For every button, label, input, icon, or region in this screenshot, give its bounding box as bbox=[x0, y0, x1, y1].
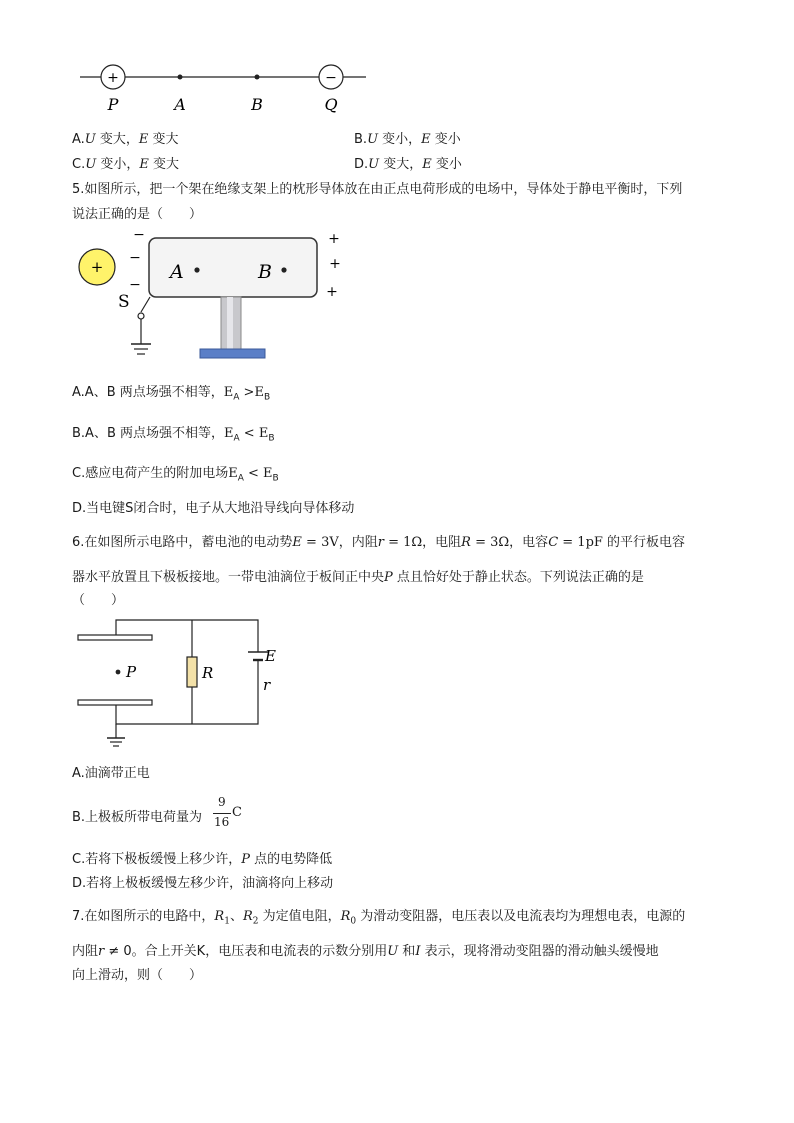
var-r0: R bbox=[340, 909, 351, 924]
induced-plus-2: + bbox=[329, 256, 341, 272]
plus-sign: + bbox=[107, 70, 119, 86]
value-emf: = 3V，内阻 bbox=[301, 535, 378, 550]
text: 6.在如图所示电路中，蓄电池的电动势 bbox=[72, 535, 293, 550]
resistor-label: R bbox=[202, 664, 214, 682]
point-b-label: B bbox=[258, 261, 272, 283]
math-e: E bbox=[228, 466, 238, 481]
separator: 、 bbox=[229, 909, 243, 924]
q6-option-c[interactable] bbox=[72, 848, 332, 867]
q7-stem-line1 bbox=[72, 905, 685, 927]
u-change: 变小， bbox=[378, 132, 422, 147]
text: 表示，现将滑动变阻器的滑动触头缓慢地 bbox=[420, 944, 659, 959]
q5-option-d[interactable]: D.当电键S闭合时，电子从大地沿导线向导体移动 bbox=[72, 501, 355, 516]
q6-option-a[interactable]: A.油滴带正电 bbox=[72, 766, 150, 781]
text: ≠ 0。合上开关K，电压表和电流表的示数分别用 bbox=[104, 944, 388, 959]
sub-a: A bbox=[233, 392, 240, 403]
sub-a: A bbox=[233, 433, 240, 444]
lower-plate bbox=[78, 700, 152, 705]
var-e: E bbox=[138, 132, 149, 147]
q7-stem-line2 bbox=[72, 940, 659, 959]
sub-0: 0 bbox=[350, 916, 357, 927]
q5-stem-line2: 说法正确的是（ ） bbox=[72, 207, 203, 222]
var-u: U bbox=[387, 944, 399, 959]
upper-plate bbox=[78, 635, 152, 640]
var-resistor: R bbox=[461, 535, 471, 550]
var-r1: R bbox=[214, 909, 225, 924]
var-e: E bbox=[421, 132, 431, 147]
option-text: B.A、B 两点场强不相等， bbox=[72, 426, 224, 441]
option-letter: A. bbox=[72, 132, 85, 147]
induced-minus-3: − bbox=[129, 277, 141, 293]
option-letter: B. bbox=[354, 132, 368, 147]
option-text: C.若将下极板缓慢上移少许， bbox=[72, 852, 242, 867]
sub-a: A bbox=[237, 473, 244, 484]
relation: >E bbox=[239, 385, 264, 400]
fraction-numerator: 9 bbox=[218, 795, 226, 809]
option-text: C.感应电荷产生的附加电场 bbox=[72, 466, 229, 481]
text: 点且恰好处于静止状态。下列说法正确的是 bbox=[392, 570, 644, 585]
unit-coulomb: C bbox=[232, 805, 242, 820]
fraction-denominator: 16 bbox=[214, 815, 230, 829]
minus-sign: − bbox=[325, 70, 337, 86]
e-change: 变小 bbox=[431, 157, 462, 172]
option-text: A.A、B 两点场强不相等， bbox=[72, 385, 224, 400]
induced-plus-1: + bbox=[328, 231, 340, 247]
text: 内阻 bbox=[72, 944, 99, 959]
label-a: A bbox=[174, 95, 186, 114]
q6-stem-line3: （ ） bbox=[72, 593, 125, 608]
emf-label: E bbox=[265, 647, 276, 665]
var-e: E bbox=[292, 535, 302, 550]
math-e: E bbox=[224, 426, 234, 441]
var-u: U bbox=[368, 157, 380, 172]
text: 器水平放置且下极板接地。一带电油滴位于板间正中央 bbox=[72, 570, 385, 585]
var-u: U bbox=[84, 132, 96, 147]
math-e: E bbox=[223, 385, 234, 400]
var-r: r bbox=[377, 535, 384, 550]
option-text: B.上极板所带电荷量为 bbox=[72, 810, 203, 825]
point-a-label: A bbox=[170, 261, 184, 283]
sub-b: B bbox=[268, 433, 275, 444]
var-p: P bbox=[384, 570, 393, 585]
var-e: E bbox=[139, 157, 149, 172]
var-r2: R bbox=[242, 909, 253, 924]
var-c: C bbox=[548, 535, 559, 550]
e-change: 变大 bbox=[148, 157, 179, 172]
var-i: I bbox=[415, 944, 421, 959]
induced-minus-2: − bbox=[129, 250, 141, 266]
q6-option-d[interactable]: D.若将上极板缓慢左移少许，油滴将向上移动 bbox=[72, 876, 334, 891]
label-q: Q bbox=[324, 95, 338, 114]
q7-stem-line3: 向上滑动，则（ ） bbox=[72, 968, 203, 983]
induced-plus-3: + bbox=[326, 284, 338, 300]
internal-r-label: r bbox=[263, 676, 271, 694]
u-change: 变大， bbox=[95, 132, 139, 147]
option-text: 点的电势降低 bbox=[249, 852, 333, 867]
value-resistance: = 3Ω，电容 bbox=[470, 535, 549, 550]
relation: < E bbox=[243, 466, 273, 481]
u-change: 变小， bbox=[96, 157, 140, 172]
option-letter: C. bbox=[72, 157, 86, 172]
text: 为滑动变阻器，电压表以及电流表均为理想电表，电源的 bbox=[356, 909, 686, 924]
e-change: 变大 bbox=[148, 132, 179, 147]
sub-b: B bbox=[263, 392, 271, 403]
text: 和 bbox=[398, 944, 416, 959]
fraction-bar bbox=[213, 813, 231, 814]
sub-1: 1 bbox=[224, 916, 230, 927]
switch-label: S bbox=[118, 292, 130, 312]
var-u: U bbox=[85, 157, 97, 172]
sub-b: B bbox=[272, 473, 279, 484]
var-u: U bbox=[367, 132, 379, 147]
var-e: E bbox=[422, 157, 432, 172]
label-b: B bbox=[251, 95, 263, 114]
text: 为定值电阻， bbox=[258, 909, 341, 924]
value-internal-resistance: = 1Ω，电阻 bbox=[383, 535, 462, 550]
oil-drop-p bbox=[116, 670, 121, 675]
q5-stem-line1: 5.如图所示，把一个架在绝缘支架上的枕形导体放在由正点电荷形成的电场中，导体处于静电平衡时，下列 bbox=[72, 182, 683, 197]
value-capacitance: = 1pF 的平行板电容 bbox=[558, 535, 686, 550]
resistor-r bbox=[187, 657, 197, 687]
e-change: 变小 bbox=[430, 132, 461, 147]
induced-minus-1: − bbox=[133, 227, 145, 243]
option-letter: D. bbox=[354, 157, 369, 172]
point-p-label: P bbox=[126, 663, 137, 681]
text: 7.在如图所示的电路中， bbox=[72, 909, 215, 924]
var-p: P bbox=[241, 852, 250, 867]
label-p: P bbox=[107, 95, 119, 114]
var-r: r bbox=[98, 944, 105, 959]
relation: < E bbox=[239, 426, 269, 441]
source-plus-sign: + bbox=[90, 258, 104, 276]
u-change: 变大， bbox=[379, 157, 423, 172]
sub-2: 2 bbox=[252, 916, 259, 927]
